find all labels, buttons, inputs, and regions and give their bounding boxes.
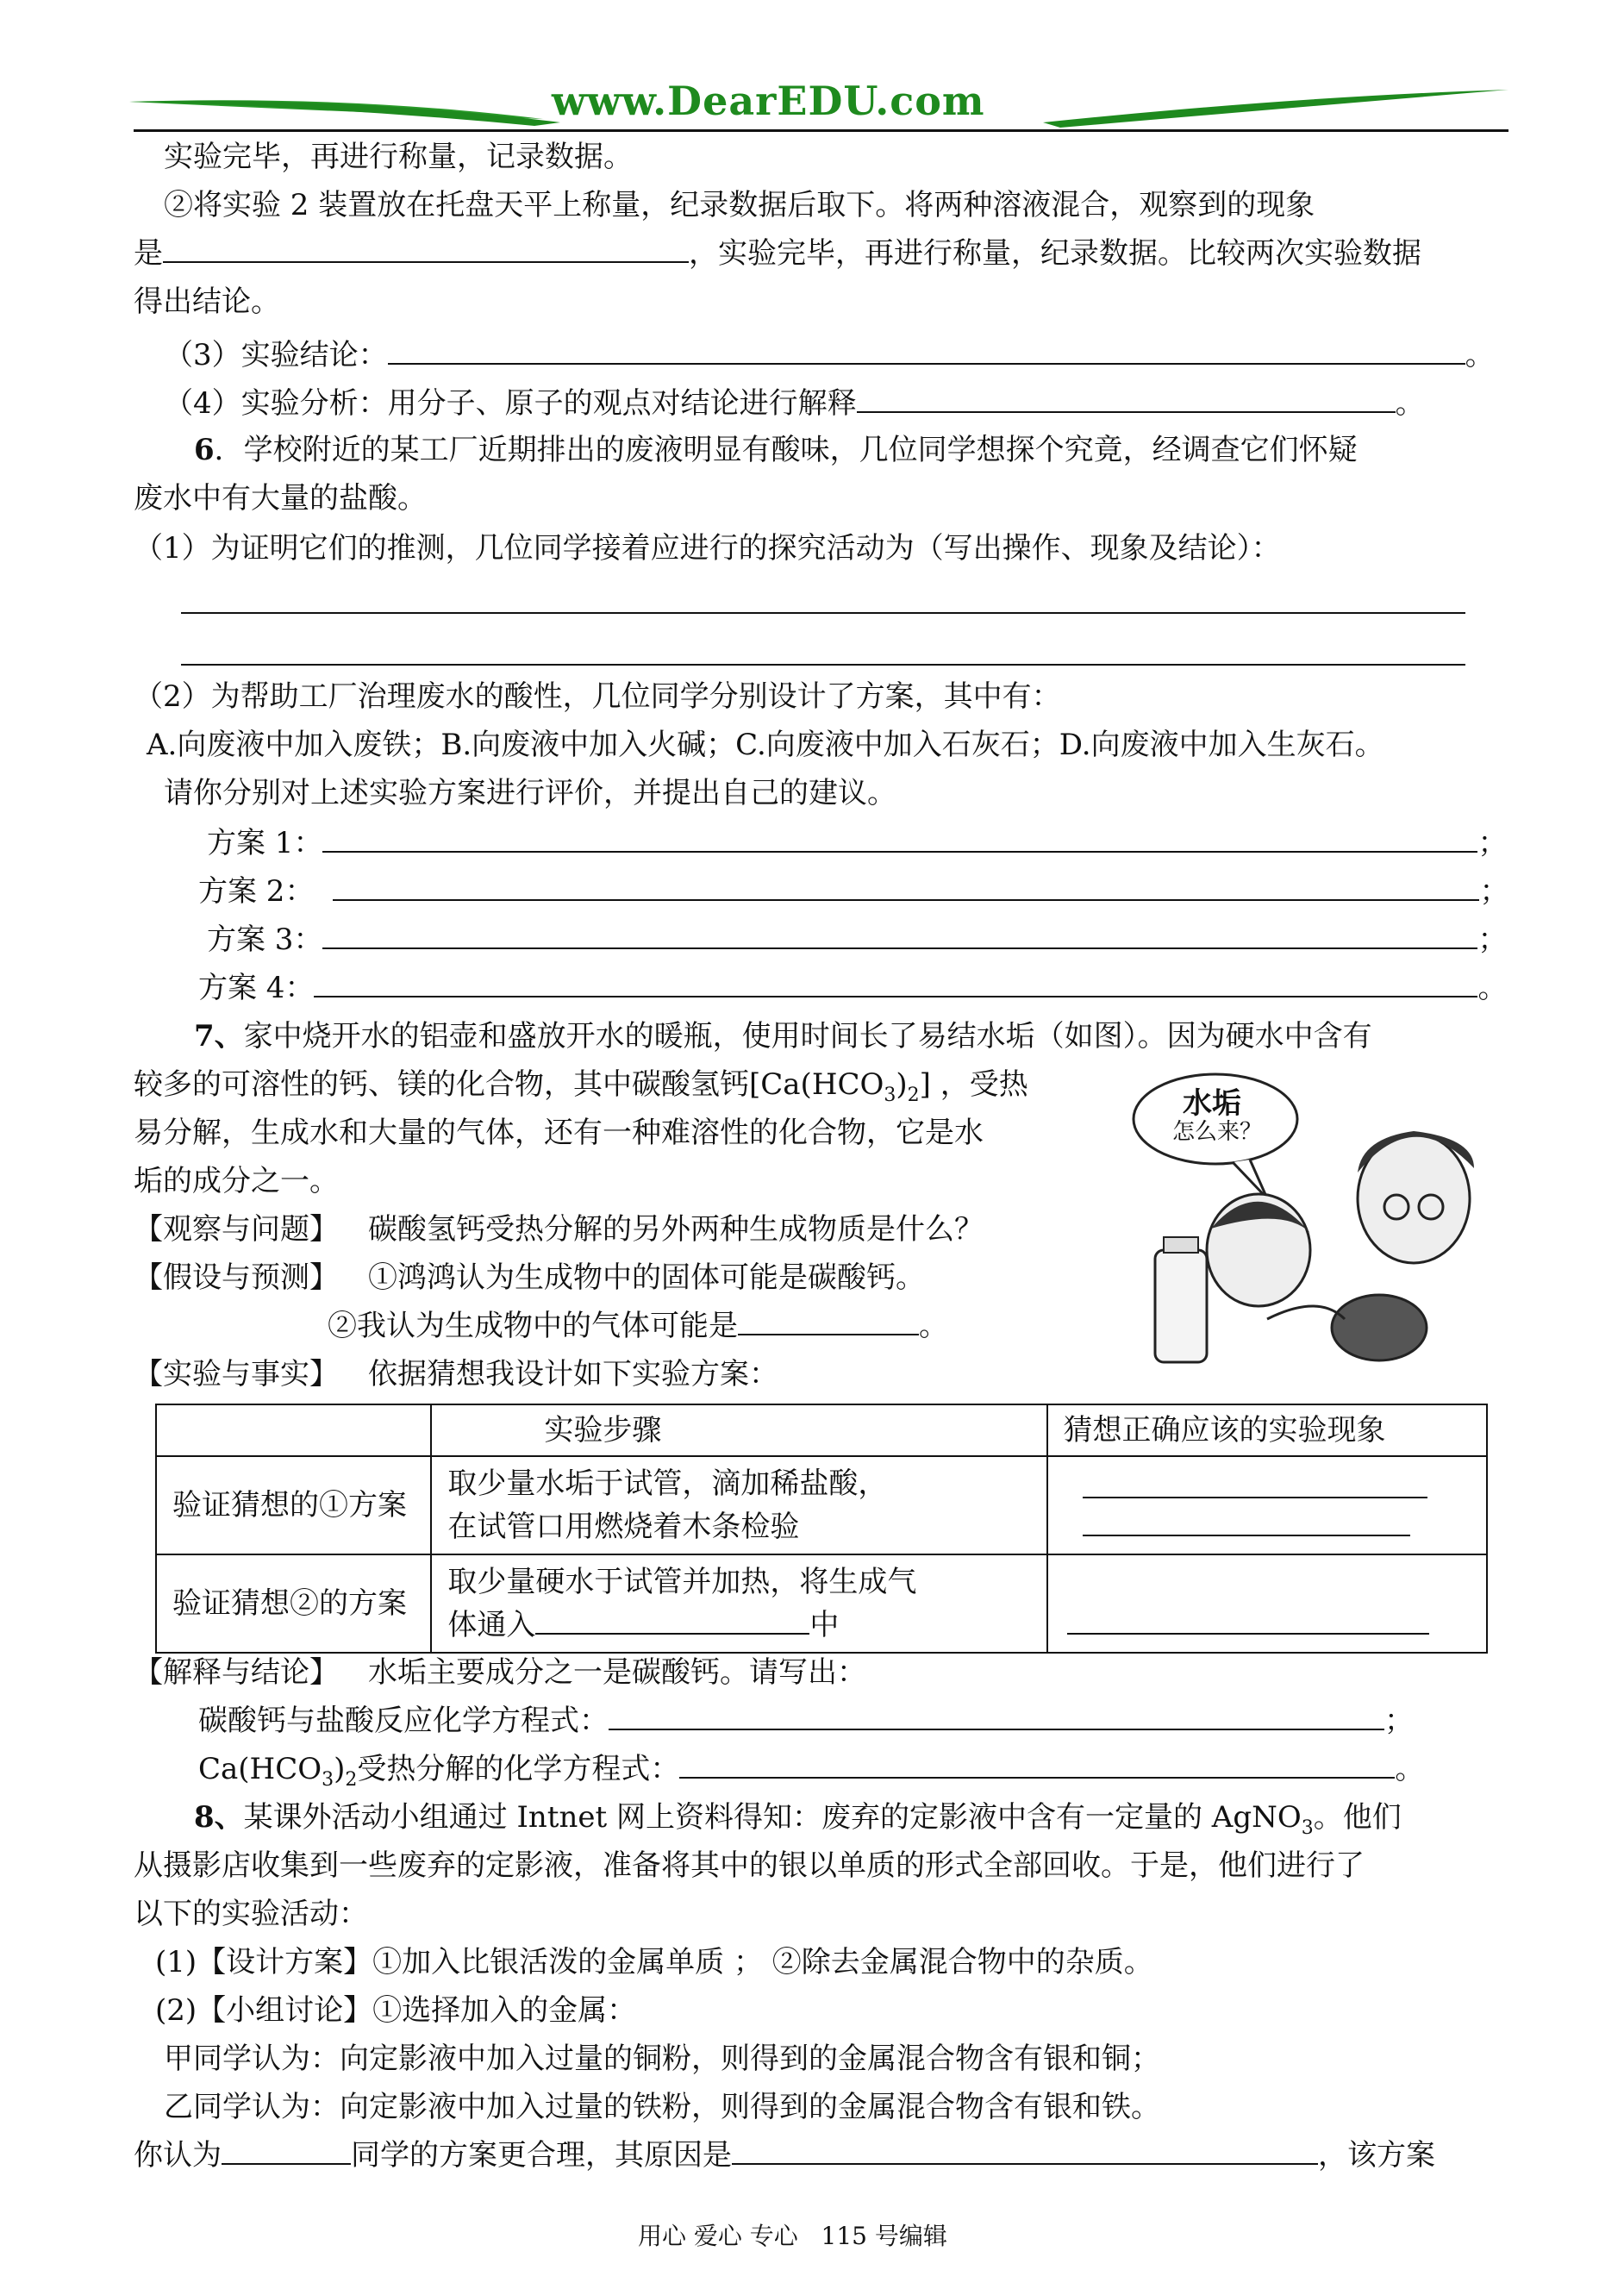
text-line: ②将实验 2 装置放在托盘天平上称量，纪录数据后取下。将两种溶液混合，观察到的现象 xyxy=(164,188,1315,222)
text-line: A.向废液中加入废铁；B.向废液中加入火碱；C.向废液中加入石灰石；D.向废液中加入生灰石。 xyxy=(147,728,1384,762)
answer-line[interactable] xyxy=(181,664,1465,666)
text-line: 垢的成分之一。 xyxy=(134,1164,339,1198)
text-line: 较多的可溶性的钙、镁的化合物，其中碳酸氢钙$[Ca(HCO_3)_2]$ ，受热 xyxy=(134,1067,1028,1106)
page-footer: 用心 爱心 专心 115 号编辑 xyxy=(638,2222,947,2250)
text-line: (2)【小组讨论】①选择加入的金属： xyxy=(155,1993,637,2028)
hypothesis-line-2: ②我认为生成物中的气体可能是 。 xyxy=(328,1309,948,1343)
text-line: （3）实验结论： 。 xyxy=(164,338,1495,372)
header-rule xyxy=(134,129,1508,132)
illustration-caption-1: 水垢 xyxy=(1183,1086,1241,1121)
illustration-caption-2: 怎么来？ xyxy=(1172,1119,1263,1145)
answer-blank[interactable] xyxy=(679,1751,1395,1779)
equation-2-line: $Ca(HCO_3)_2$受热分解的化学方程式： 。 xyxy=(198,1752,1425,1791)
text-line: 甲同学认为：向定影液中加入过量的铜粉，则得到的金属混合物含有银和铜； xyxy=(164,2042,1160,2076)
plan-2-line: 方案 2： ； xyxy=(198,874,1509,909)
question-7-line: 7、家中烧开水的铝壶和盛放开水的暖瓶，使用时间长了易结水垢（如图）。因为硬水中含有 xyxy=(194,1019,1372,1054)
table-result-cell xyxy=(1047,1456,1487,1554)
answer-blank[interactable] xyxy=(1067,1607,1429,1635)
observation-line: 【观察与问题】 碳酸氢钙受热分解的另外两种生成物质是什么？ xyxy=(134,1212,984,1247)
text-line: 废水中有大量的盐酸。 xyxy=(134,481,427,516)
hypothesis-line: 【假设与预测】 ①鸿鸿认为生成物中的固体可能是碳酸钙。 xyxy=(134,1260,925,1295)
table-header-cell: 实验步骤 xyxy=(431,1404,1046,1456)
answer-line[interactable] xyxy=(181,612,1465,614)
table-header-cell xyxy=(156,1404,431,1456)
answer-blank[interactable] xyxy=(322,825,1477,853)
answer-blank[interactable] xyxy=(609,1703,1384,1730)
experiment-table xyxy=(155,1404,1488,1654)
text-line: 请你分别对上述实验方案进行评价，并提出自己的建议。 xyxy=(164,776,896,810)
plan-4-line: 方案 4： 。 xyxy=(198,971,1508,1005)
answer-blank[interactable] xyxy=(333,873,1479,901)
experiment-line: 【实验与事实】 依据猜想我设计如下实验方案： xyxy=(134,1357,778,1391)
answer-blank[interactable] xyxy=(535,1607,809,1635)
text-line: 乙同学认为：向定影液中加入过量的铁粉，则得到的金属混合物含有银和铁。 xyxy=(164,2090,1160,2124)
text-line: （4）实验分析：用分子、原子的观点对结论进行解释 。 xyxy=(164,386,1425,421)
text-line: 从摄影店收集到一些废弃的定影液，准备将其中的银以单质的形式全部回收。于是，他们进行了 xyxy=(134,1848,1365,1883)
logo-text: www.DearEDU.com xyxy=(552,78,985,124)
table-row-label: 验证猜想的①方案 xyxy=(156,1456,431,1554)
table-row xyxy=(156,1456,1487,1554)
answer-blank[interactable] xyxy=(738,1308,919,1335)
table-row-label: 验证猜想②的方案 xyxy=(156,1554,431,1653)
text-line: 你认为 同学的方案更合理，其原因是 ，该方案 xyxy=(134,2138,1435,2173)
table-header-cell: 猜想正确应该的实验现象 xyxy=(1047,1404,1487,1456)
answer-blank[interactable] xyxy=(322,922,1477,949)
plan-1-line: 方案 1： ； xyxy=(207,826,1508,860)
answer-blank[interactable] xyxy=(857,385,1396,413)
text-line: 以下的实验活动： xyxy=(134,1897,368,1931)
text-line: （1）为证明它们的推测，几位同学接着应进行的探究活动为（写出操作、现象及结论）： xyxy=(134,531,1281,566)
table-header-row xyxy=(156,1404,1487,1456)
answer-blank[interactable] xyxy=(163,235,689,263)
conclusion-line: 【解释与结论】 水垢主要成分之一是碳酸钙。请写出： xyxy=(134,1655,866,1690)
text-line: 实验完毕，再进行称量，记录数据。 xyxy=(164,140,633,174)
answer-blank[interactable] xyxy=(314,970,1477,997)
question-6-line: 6．学校附近的某工厂近期排出的废液明显有酸味，几位同学想探个究竟，经调查它们怀疑 xyxy=(194,433,1358,467)
table-step-cell: 取少量水垢于试管，滴加稀盐酸， 在试管口用燃烧着木条检验 xyxy=(431,1456,1046,1554)
text-line: 是 ，实验完毕，再进行称量，纪录数据。比较两次实验数据 xyxy=(134,236,1421,271)
table-result-cell xyxy=(1047,1554,1487,1653)
answer-blank[interactable] xyxy=(1083,1509,1410,1536)
answer-blank[interactable] xyxy=(732,2137,1318,2165)
answer-blank[interactable] xyxy=(222,2137,351,2165)
scale-cartoon-illustration xyxy=(1129,1069,1491,1371)
question-8-line: 8、某课外活动小组通过 Intnet 网上资料得知：废弃的定影液中含有一定量的 AgNO$_3$。他们 xyxy=(194,1800,1402,1839)
plan-3-line: 方案 3： ； xyxy=(207,922,1508,957)
equation-1-line: 碳酸钙与盐酸反应化学方程式： ； xyxy=(198,1704,1414,1738)
table-row xyxy=(156,1554,1487,1653)
answer-blank[interactable] xyxy=(388,337,1465,365)
text-line: (1)【设计方案】①加入比银活泼的金属单质 ； ②除去金属混合物中的杂质。 xyxy=(155,1945,1153,1979)
answer-blank[interactable] xyxy=(1083,1471,1427,1498)
text-line: 得出结论。 xyxy=(134,285,280,319)
table-step-cell: 取少量硬水于试管并加热，将生成气 体通入 中 xyxy=(431,1554,1046,1653)
text-line: （2）为帮助工厂治理废水的酸性，几位同学分别设计了方案，其中有： xyxy=(134,679,1061,714)
text-line: 易分解，生成水和大量的气体，还有一种难溶性的化合物，它是水 xyxy=(134,1116,984,1150)
